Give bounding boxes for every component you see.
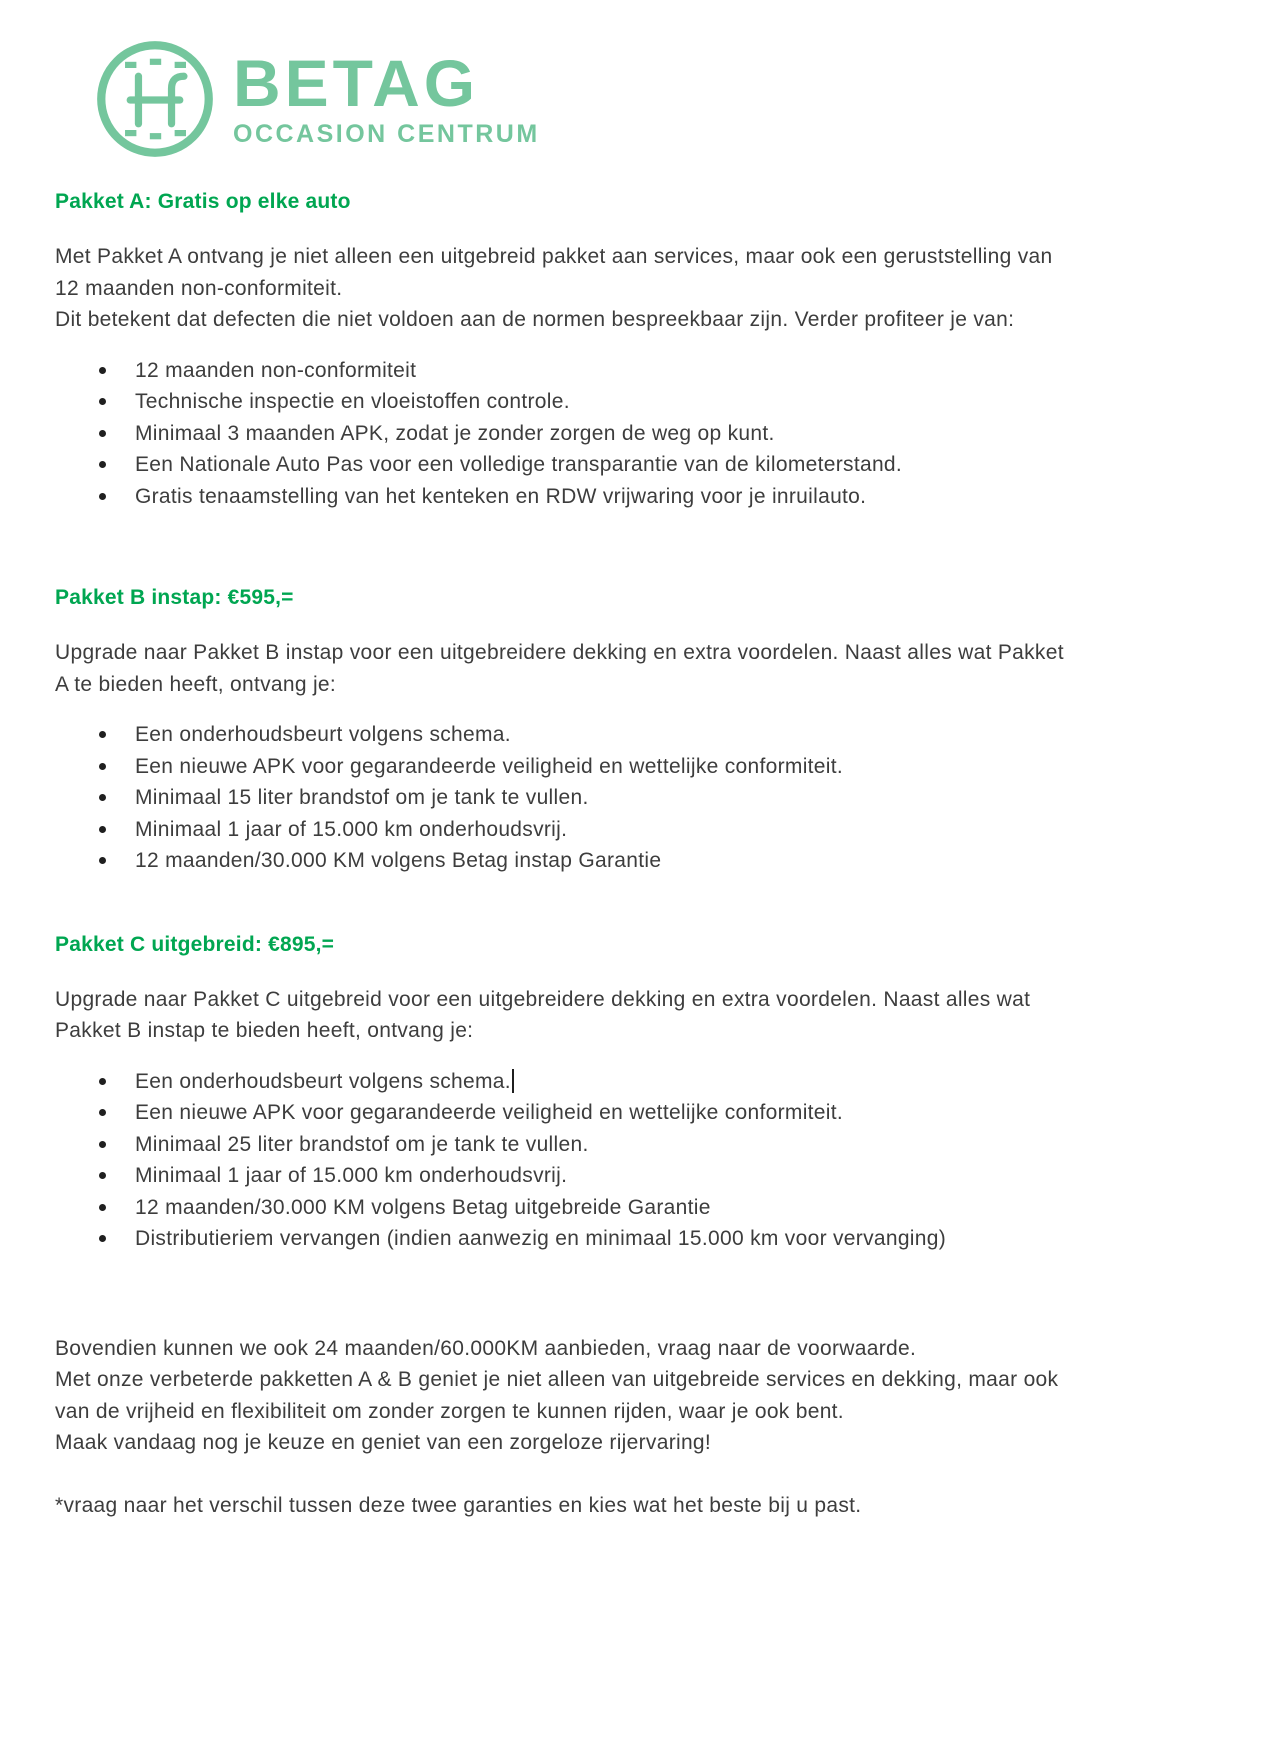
list-item: Technische inspectie en vloeistoffen controle. — [55, 386, 1135, 418]
intro-line: Dit betekent dat defecten die niet voldoen aan de normen bespreekbaar zijn. Verder profiteer je van: — [55, 308, 1015, 331]
section-pakket-c — [55, 933, 1135, 1255]
list-item: Gratis tenaamstelling van het kenteken en RDW vrijwaring voor je inruilauto. — [55, 481, 1135, 513]
section-pakket-a — [55, 190, 1135, 512]
list-item: Een Nationale Auto Pas voor een volledige transparantie van de kilometerstand. — [55, 449, 1135, 481]
intro-line: Upgrade naar Pakket C uitgebreid voor een uitgebreidere dekking en extra voordelen. Naast alles wat Pakket B instap te bieden heeft, ontvang je: — [55, 987, 1031, 1042]
intro-line: Met Pakket A ontvang je niet alleen een uitgebreid pakket aan services, maar ook een geruststelling van 12 maanden non-conformiteit. — [55, 245, 1053, 300]
intro-line: Upgrade naar Pakket B instap voor een uitgebreidere dekking en extra voordelen. Naast alles wat Pakket A te bieden heeft, ontvang je: — [55, 641, 1064, 696]
pakket-c-heading: Pakket C uitgebreid: €895,= — [55, 932, 335, 956]
pakket-b-bullet-list — [55, 719, 1135, 877]
list-item: Minimaal 3 maanden APK, zodat je zonder zorgen de weg op kunt. — [55, 418, 1135, 450]
logo-text — [233, 45, 540, 149]
gearshift-icon — [93, 37, 217, 161]
list-item: Een nieuwe APK voor gegarandeerde veiligheid en wettelijke conformiteit. — [55, 751, 1135, 783]
list-item: 12 maanden non-conformiteit — [55, 355, 1135, 387]
list-item: Een onderhoudsbeurt volgens schema. — [55, 719, 1135, 751]
list-item: Distributieriem vervangen (indien aanwezig en minimaal 15.000 km voor vervanging) — [55, 1223, 1135, 1255]
list-item: Minimaal 1 jaar of 15.000 km onderhoudsvrij. — [55, 814, 1135, 846]
closing-line: Maak vandaag nog je keuze en geniet van een zorgeloze rijervaring! — [55, 1431, 712, 1454]
text-cursor-caret — [512, 1069, 514, 1093]
logo-subtitle-text: OCCASION CENTRUM — [233, 119, 540, 148]
section-pakket-b — [55, 586, 1135, 877]
list-item: 12 maanden/30.000 KM volgens Betag instap Garantie — [55, 845, 1135, 877]
list-item: 12 maanden/30.000 KM volgens Betag uitgebreide Garantie — [55, 1192, 1135, 1224]
list-item: Een onderhoudsbeurt volgens schema. — [55, 1066, 1135, 1098]
document-body — [55, 190, 1135, 1521]
list-item: Minimaal 1 jaar of 15.000 km onderhoudsvrij. — [55, 1160, 1135, 1192]
closing-line: Bovendien kunnen we ook 24 maanden/60.000KM aanbieden, vraag naar de voorwaarde. — [55, 1336, 917, 1360]
footnote: *vraag naar het verschil tussen deze twee garanties en kies wat het beste bij u past. — [55, 1493, 862, 1517]
pakket-b-intro — [55, 637, 1065, 700]
pakket-a-heading: Pakket A: Gratis op elke auto — [55, 190, 351, 213]
closing-line: Met onze verbeterde pakketten A & B geniet je niet alleen van uitgebreide services en dekking, maar ook van de vrijheid en flexibiliteit om zonder zorgen te kunnen rijden, waar je ook bent. — [55, 1368, 1059, 1423]
list-item: Minimaal 25 liter brandstof om je tank te vullen. — [55, 1129, 1135, 1161]
pakket-b-heading: Pakket B instap: €595,= — [55, 586, 294, 609]
closing-paragraph — [55, 1333, 1065, 1459]
betag-logo — [93, 36, 1222, 162]
pakket-a-intro — [55, 241, 1065, 336]
pakket-c-bullet-list — [55, 1066, 1135, 1255]
pakket-a-bullet-list — [55, 355, 1135, 513]
logo-brand-text: BETAG — [233, 45, 480, 120]
list-item: Minimaal 15 liter brandstof om je tank te vullen. — [55, 782, 1135, 814]
list-item: Een nieuwe APK voor gegarandeerde veiligheid en wettelijke conformiteit. — [55, 1097, 1135, 1129]
pakket-c-intro — [55, 984, 1065, 1047]
